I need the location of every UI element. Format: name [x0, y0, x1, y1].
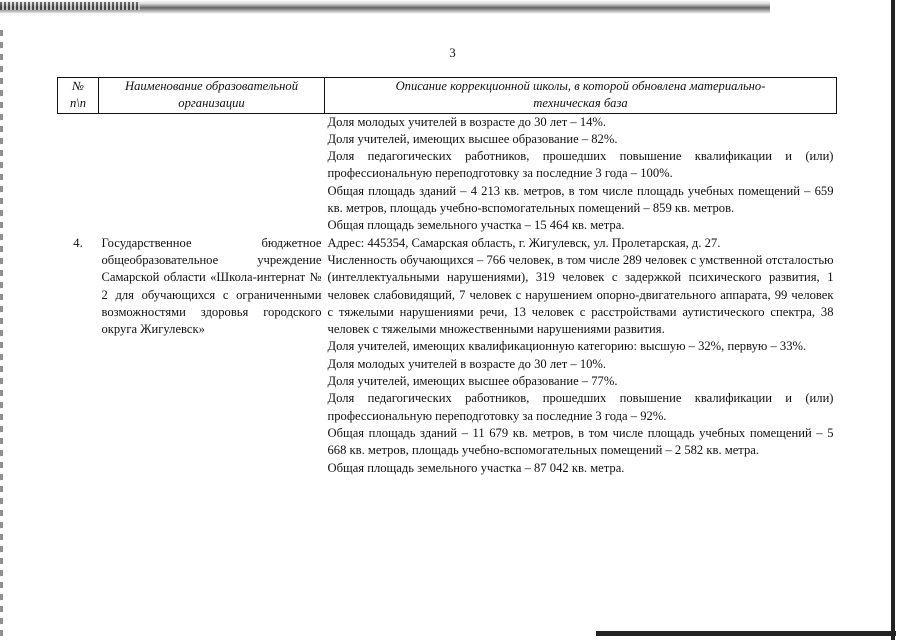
- row-number: 4.: [73, 235, 83, 250]
- page-number: 3: [449, 45, 456, 60]
- description-line: Адрес: 445354, Самарская область, г. Жигулевск, ул. Пролетарская, д. 27.: [327, 235, 721, 250]
- scan-artifact-bottom: [596, 631, 896, 636]
- description-line: Общая площадь земельного участка – 87 042 кв. метра.: [327, 460, 625, 475]
- description-line: Доля молодых учителей в возрасте до 30 лет – 14%.: [327, 114, 607, 129]
- header-num-line-2: п\п: [69, 96, 87, 111]
- header-desc: [325, 78, 837, 114]
- scan-artifact-right: [891, 0, 895, 640]
- header-desc-line-2: техническая база: [533, 96, 628, 111]
- header-name-line-1: Наименование образовательной: [124, 79, 299, 93]
- school-description: [325, 113, 837, 235]
- schools-table: [57, 77, 837, 477]
- description-line: Доля учителей, имеющих квалификационную категорию: высшую – 32%, первую – 33%.: [327, 339, 807, 354]
- description-line: Общая площадь зданий – 11 679 кв. метров, в том числе площадь учебных помещений – 5 668 кв. метров, площадь учебно-вспомогательных помещений – 2 582 кв. метра.: [327, 425, 834, 458]
- header-num-line-1: №: [72, 79, 84, 93]
- header-num: [58, 78, 99, 114]
- description-line: Численность обучающихся – 766 человек, в том числе 289 человек с умственной отсталостью (интеллектуальными нарушениями), 319 человек с задержкой психического развития, 1 человек слабовидящий, 7 человек с нарушением опорно-двигательного аппарата, 99 человек с тяжелыми нарушениями речи, 13 человек с расстройствами аутистического спектра, 38 человек с тяжелыми множественными нарушениями развития.: [327, 252, 834, 337]
- description-line: Общая площадь зданий – 4 213 кв. метров, в том числе площадь учебных помещений – 659 кв. метров, площадь учебно-вспомогательных помещений – 859 кв. метров.: [327, 183, 834, 216]
- table-header-row: [58, 78, 837, 114]
- description-line: Общая площадь земельного участка – 15 464 кв. метра.: [327, 218, 625, 233]
- organization-name: [99, 113, 325, 235]
- description-line: Доля молодых учителей в возрасте до 30 лет – 10%.: [327, 356, 607, 371]
- description-line: Доля учителей, имеющих высшее образование – 77%.: [327, 374, 618, 389]
- description-line: Доля педагогических работников, прошедших повышение квалификации и (или) профессиональную переподготовку за последние 3 года – 100%.: [327, 149, 834, 181]
- header-name: [99, 78, 325, 114]
- table-row: [58, 113, 837, 235]
- scan-artifact-top-dots: [0, 2, 140, 10]
- header-name-line-2: организации: [178, 96, 245, 111]
- table-row: [58, 235, 837, 477]
- organization-name: Государственное бюджетное общеобразовательное учреждение Самарской области «Школа-интернат № 2 для обучающихся с ограниченными возможностями здоровья городского округа Жигулевск»: [101, 235, 322, 337]
- row-number: [58, 113, 99, 235]
- scan-artifact-left: [0, 30, 3, 640]
- header-desc-line-1: Описание коррекционной школы, в которой обновлена материально-: [395, 79, 766, 93]
- description-line: Доля педагогических работников, прошедших повышение квалификации и (или) профессиональную переподготовку за последние 3 года – 92%.: [327, 391, 834, 423]
- school-description: [325, 235, 837, 477]
- description-line: Доля учителей, имеющих высшее образование – 82%.: [327, 131, 618, 146]
